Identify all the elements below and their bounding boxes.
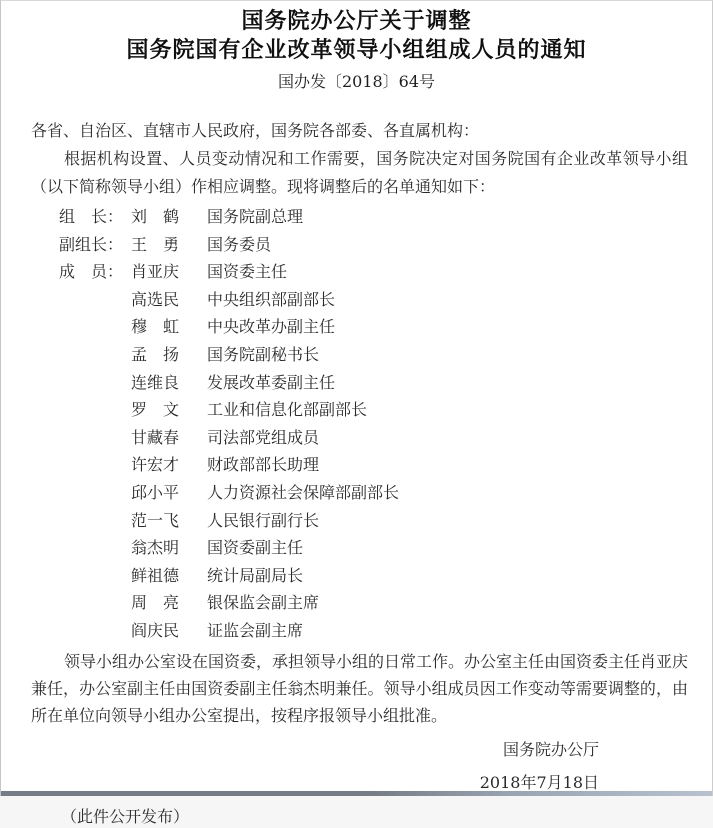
roster-title: 人民银行副行长 (207, 510, 320, 530)
roster-role (59, 424, 131, 452)
roster-row (59, 617, 712, 645)
roster-name: 刘 鹤 (131, 207, 180, 226)
roster-role (59, 286, 131, 314)
roster-name: 穆 虹 (131, 317, 180, 337)
roster-name: 孟 扬 (131, 344, 180, 364)
roster-title: 工业和信息化部副部长 (207, 400, 368, 420)
public-release-note: （此件公开发布） (61, 806, 190, 826)
roster-title: 国资委副主任 (207, 538, 304, 558)
roster-title: 司法部党组成员 (207, 427, 320, 447)
roster-row (59, 258, 712, 286)
roster-row (59, 479, 712, 507)
signature: 国务院办公厅 (502, 739, 599, 759)
roster-role (59, 479, 131, 507)
roster-row (59, 424, 712, 452)
roster-name: 连维良 (131, 372, 180, 392)
roster-title: 国资委主任 (207, 262, 288, 282)
roster-name: 肖亚庆 (131, 262, 180, 282)
closing-paragraph: 领导小组办公室设在国资委，承担领导小组的日常工作。办公室主任由国资委主任肖亚庆兼任，办公室副主任由国资委副主任翁杰明兼任。领导小组成员因工作变动等需要调整的，由所在单位向领导小组办公室提出，按程序报领导小组批准。 (31, 651, 689, 725)
roster-title: 国务院副总理 (207, 207, 304, 226)
roster-name: 高选民 (131, 289, 180, 309)
doc-number: 国办发〔2018〕64号 (277, 72, 436, 91)
roster-role (59, 369, 131, 397)
roster-title: 中央组织部副部长 (207, 289, 336, 309)
roster-name: 鲜祖德 (131, 565, 180, 585)
roster-title: 中央改革办副主任 (207, 317, 336, 337)
salutation: 各省、自治区、直辖市人民政府，国务院各部委、各直属机构： (31, 121, 480, 140)
roster-name: 周 亮 (131, 593, 180, 613)
roster-title: 财政部部长助理 (207, 455, 320, 475)
roster-row (59, 231, 712, 259)
roster-row (59, 369, 712, 397)
roster-row (59, 589, 712, 617)
roster-role (59, 341, 131, 369)
roster-role (59, 617, 131, 645)
roster-title: 银保监会副主席 (207, 593, 320, 613)
roster-row (59, 507, 712, 535)
roster-role (59, 313, 131, 341)
roster-role (59, 396, 131, 424)
roster-row (59, 562, 712, 590)
roster-title: 发展改革委副主任 (207, 372, 336, 392)
roster-role (59, 534, 131, 562)
roster-row (59, 286, 712, 314)
roster-name: 王 勇 (131, 234, 180, 254)
roster-role (59, 562, 131, 590)
bottom-scroll-edge (1, 791, 712, 796)
roster-title: 国务院副秘书长 (207, 344, 320, 364)
roster-role: 副组长： (59, 234, 124, 254)
roster-row (59, 341, 712, 369)
roster-title: 人力资源社会保障部副部长 (207, 482, 400, 502)
roster-row (59, 534, 712, 562)
roster-name: 阎庆民 (131, 620, 180, 640)
roster-role: 组 长： (59, 207, 124, 226)
signature-block (1, 738, 712, 795)
roster-role (59, 507, 131, 535)
roster-role (59, 589, 131, 617)
issue-date: 2018年7月18日 (479, 772, 599, 792)
roster-row (59, 451, 712, 479)
roster-role (59, 451, 131, 479)
roster-role: 成 员： (59, 262, 124, 282)
roster-name: 翁杰明 (131, 538, 180, 558)
roster-row (59, 396, 712, 424)
roster-name: 甘藏春 (131, 427, 180, 447)
roster (59, 203, 712, 645)
roster-row (59, 203, 712, 231)
roster-name: 罗 文 (131, 400, 180, 420)
roster-name: 邱小平 (131, 482, 180, 502)
doc-title-line2: 国务院国有企业改革领导小组组成人员的通知 (126, 37, 587, 63)
roster-name: 范一飞 (131, 510, 180, 530)
roster-title: 统计局副局长 (207, 565, 304, 585)
roster-row (59, 313, 712, 341)
roster-title: 国务委员 (207, 234, 272, 254)
doc-title-line1: 国务院办公厅关于调整 (241, 8, 472, 34)
roster-name: 许宏才 (131, 455, 180, 475)
roster-title: 证监会副主席 (207, 620, 304, 640)
intro-paragraph: 根据机构设置、人员变动情况和工作需要，国务院决定对国务院国有企业改革领导小组（以下简称领导小组）作相应调整。现将调整后的名单通知如下： (31, 149, 688, 196)
